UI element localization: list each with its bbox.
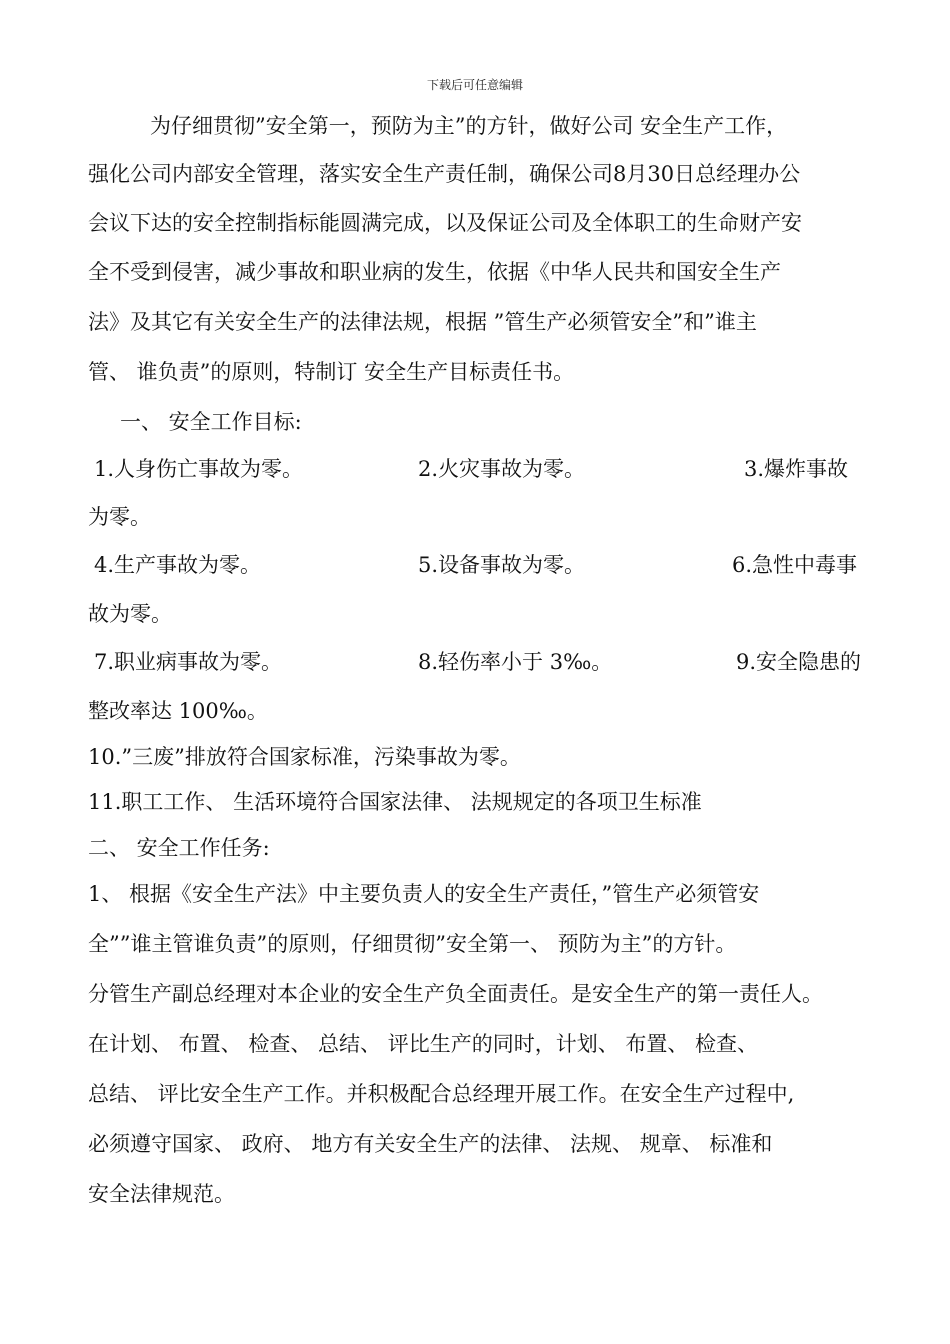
goal-9: 9.安全隐患的 [736,650,862,674]
goal-1: 1.人身伤亡事故为零。 [94,457,304,481]
page-header: 下载后可任意编辑 [426,78,523,92]
section2-heading: 二、 安全工作任务: [88,836,270,860]
task-line-7: 安全法律规范。 [88,1182,235,1206]
goal-10: 10.”三废”排放符合国家标准，污染事故为零。 [88,745,521,769]
task-line-5: 总结、 评比安全生产工作。并积极配合总经理开展工作。在安全生产过程中, [88,1082,795,1106]
goal-7: 7.职业病事故为零。 [94,650,283,674]
intro-line-5: 法》及其它有关安全生产的法律法规，根据 ”管生产必须管安全”和”谁主 [88,310,757,334]
task-line-1: 1、 根据《安全生产法》中主要负责人的安全生产责任，”管生产必须管安 [88,882,760,906]
task-line-2: 全””谁主管谁负责”的原则，仔细贯彻”安全第一、 预防为主”的方针。 [88,932,737,956]
intro-line-2: 强化公司内部安全管理，落实安全生产责任制，确保公司8月30日总经理办公 [88,162,801,186]
task-line-6: 必须遵守国家、 政府、 地方有关安全生产的法律、 法规、 规章、 标准和 [88,1132,773,1156]
goal-2: 2.火灾事故为零。 [418,457,586,481]
intro-line-3: 会议下达的安全控制指标能圆满完成，以及保证公司及全体职工的生命财产安 [88,211,802,235]
intro-line-1: 为仔细贯彻”安全第一，预防为主”的方针，做好公司 安全生产工作， [150,114,788,138]
task-line-4: 在计划、 布置、 检查、 总结、 评比生产的同时，计划、 布置、 检查、 [88,1032,759,1056]
goal-5: 5.设备事故为零。 [418,553,586,577]
intro-line-6: 管、 谁负责”的原则，特制订 安全生产目标责任书。 [88,360,575,384]
goal-8: 8.轻伤率小于 3‰。 [418,650,613,674]
goal-6: 6.急性中毒事 [732,553,858,577]
intro-line-4: 全不受到侵害，减少事故和职业病的发生，依据《中华人民共和国安全生产 [88,260,781,284]
goal-9-cont: 整改率达 100‰。 [88,699,268,723]
goal-3-cont: 为零。 [88,505,151,529]
task-line-3: 分管生产副总经理对本企业的安全生产负全面责任。是安全生产的第一责任人。 [88,982,823,1006]
goal-6-cont: 故为零。 [88,602,172,626]
goal-4: 4.生产事故为零。 [94,553,262,577]
goal-11: 11.职工工作、 生活环境符合国家法律、 法规规定的各项卫生标准 [88,790,702,814]
goal-3: 3.爆炸事故 [744,457,849,481]
section1-heading: 一、 安全工作目标: [120,410,302,434]
